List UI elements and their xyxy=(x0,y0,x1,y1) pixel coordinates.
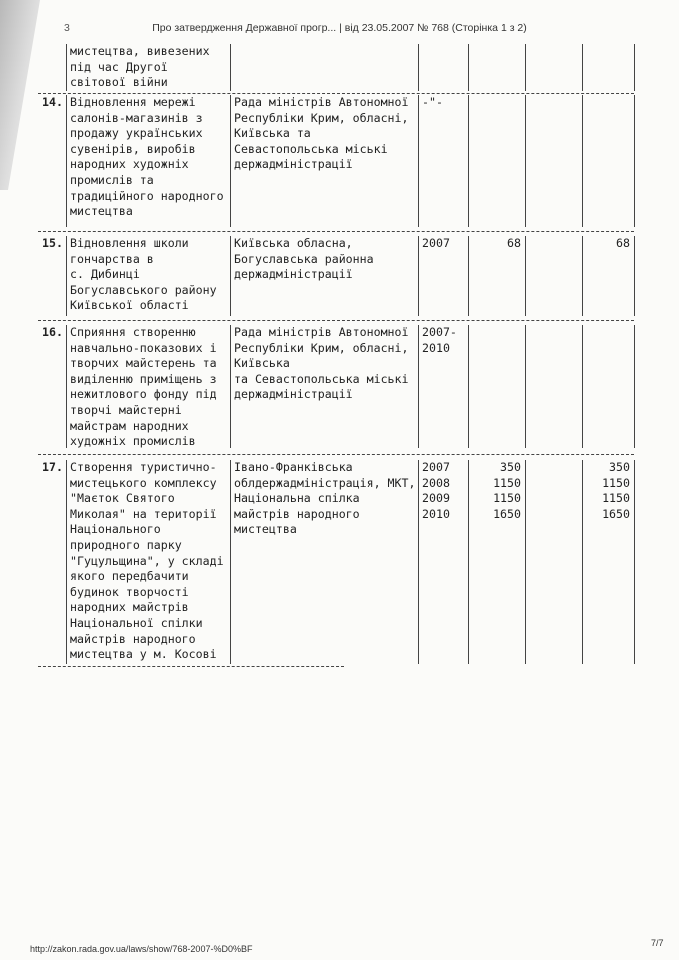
cell-exec: Івано-Франківська облдержадміністрація, МКТ, Національна спілка майстрів народного мистецтва xyxy=(234,460,416,537)
table-bottom-border xyxy=(38,666,344,667)
column-divider xyxy=(634,236,635,316)
cell-desc: Створення туристично- мистецького комплексу "Маєток Святого Миколая" на території Національного природного парку "Гуцульщина", у складі якого передбачити будинок творчості народних майстрів Національної спілки майстрів народного мистецтва у м. Косові xyxy=(70,460,224,662)
footer-url: http://zakon.rada.gov.ua/laws/show/768-2007-%D0%BF xyxy=(30,944,253,954)
footer-page-number: 7/7 xyxy=(651,938,664,948)
column-divider xyxy=(230,44,231,91)
column-divider xyxy=(468,44,469,91)
column-divider xyxy=(634,44,635,91)
column-divider xyxy=(525,95,526,227)
column-divider xyxy=(66,236,67,316)
cell-c6 xyxy=(582,325,634,448)
column-divider xyxy=(525,236,526,316)
cell-exec: Київська обласна, Богуславська районна держадміністрації xyxy=(234,236,374,282)
cell-c4: 68 xyxy=(507,236,521,250)
column-divider xyxy=(230,325,231,448)
column-divider xyxy=(468,95,469,227)
cell-c5 xyxy=(525,236,582,316)
column-divider xyxy=(66,95,67,227)
column-divider xyxy=(418,325,419,448)
cell-years: -"- xyxy=(422,95,443,109)
column-divider xyxy=(418,236,419,316)
page-prefix: 3 xyxy=(64,22,70,34)
cell-desc: мистецтва, вивезених під час Другої світової війни xyxy=(70,44,210,90)
cell-c6 xyxy=(582,95,634,227)
cell-num xyxy=(38,44,66,91)
column-divider xyxy=(468,325,469,448)
cell-years: 2007 xyxy=(422,236,450,250)
table-row xyxy=(38,236,634,316)
cell-exec xyxy=(230,44,418,91)
cell-c4 xyxy=(468,44,525,91)
column-divider xyxy=(66,325,67,448)
cell-c4 xyxy=(468,95,525,227)
row-separator xyxy=(38,454,634,455)
column-divider xyxy=(634,95,635,227)
page-header-title: Про затвердження Державної прогр... | від 23.05.2007 № 768 (Сторінка 1 з 2) xyxy=(152,22,527,34)
cell-c5 xyxy=(525,44,582,91)
column-divider xyxy=(582,460,583,664)
column-divider xyxy=(468,236,469,316)
cell-num: 15. xyxy=(42,236,63,250)
column-divider xyxy=(418,44,419,91)
column-divider xyxy=(230,95,231,227)
cell-c5 xyxy=(525,460,582,664)
cell-desc: Відновлення школи гончарства в с. Дибинці Богуславського району Київської області xyxy=(70,236,217,313)
table-row xyxy=(38,44,634,91)
cell-c6: 350 1150 1150 1650 xyxy=(602,460,630,521)
column-divider xyxy=(525,460,526,664)
column-divider xyxy=(66,460,67,664)
cell-num: 14. xyxy=(42,95,63,109)
cell-years xyxy=(418,44,468,91)
column-divider xyxy=(634,460,635,664)
column-divider xyxy=(418,460,419,664)
cell-desc: Сприяння створенню навчально-показових і творчих майстерень та виділенню приміщень з нежитлового фонду під творчі майстерні майстрам народних художніх промислів xyxy=(70,325,217,449)
cell-years: 2007 2008 2009 2010 xyxy=(422,460,450,521)
cell-c6 xyxy=(582,44,634,91)
cell-c4 xyxy=(468,325,525,448)
column-divider xyxy=(582,325,583,448)
column-divider xyxy=(418,95,419,227)
column-divider xyxy=(230,236,231,316)
cell-c5 xyxy=(525,325,582,448)
column-divider xyxy=(582,44,583,91)
column-divider xyxy=(582,236,583,316)
column-divider xyxy=(468,460,469,664)
cell-c5 xyxy=(525,95,582,227)
row-separator xyxy=(38,320,634,321)
column-divider xyxy=(634,325,635,448)
row-separator xyxy=(38,231,634,232)
cell-desc: Відновлення мережі салонів-магазинів з продажу українських сувенірів, виробів народних художніх промислів та традиційного народного мистецтва xyxy=(70,95,224,219)
cell-num: 17. xyxy=(42,460,63,474)
table-row xyxy=(38,325,634,448)
cell-num: 16. xyxy=(42,325,63,339)
cell-c6: 68 xyxy=(616,236,630,250)
row-separator xyxy=(38,93,634,94)
cell-years: 2007- 2010 xyxy=(422,325,457,355)
column-divider xyxy=(582,95,583,227)
cell-exec: Рада міністрів Автономної Республіки Крим, обласні, Київська та Севастопольська міські держадміністрації xyxy=(234,95,409,172)
column-divider xyxy=(66,44,67,91)
column-divider xyxy=(525,325,526,448)
cell-exec: Рада міністрів Автономної Республіки Крим, обласні, Київська та Севастопольська міські держадміністрації xyxy=(234,325,409,402)
column-divider xyxy=(230,460,231,664)
table-row xyxy=(38,460,634,664)
table-row xyxy=(38,95,634,227)
cell-c4: 350 1150 1150 1650 xyxy=(493,460,521,521)
column-divider xyxy=(525,44,526,91)
